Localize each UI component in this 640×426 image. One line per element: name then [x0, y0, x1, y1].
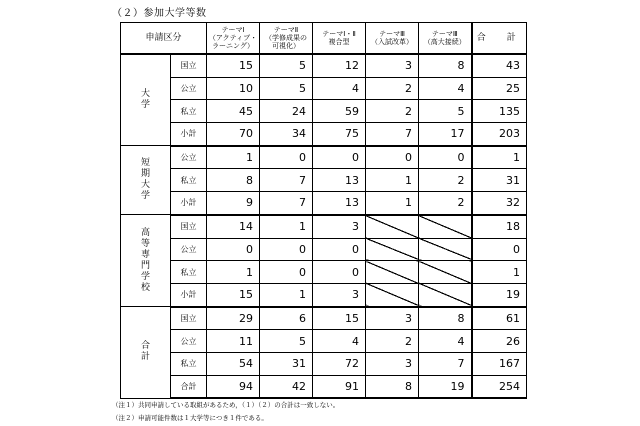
value-cell: 1: [366, 192, 419, 215]
value-cell: 0: [260, 146, 313, 169]
header-total: 合 計: [472, 23, 527, 55]
table-row: [121, 261, 527, 284]
value-cell: 13: [313, 169, 366, 192]
section-heading: （２）参加大学等数: [112, 8, 207, 19]
table-row: [121, 238, 527, 261]
value-cell: 1: [207, 146, 260, 169]
value-cell: 29: [207, 307, 260, 330]
value-cell: 0: [207, 238, 260, 261]
value-cell: 0: [260, 238, 313, 261]
row-label: 国立: [171, 215, 207, 238]
row-label: 国立: [171, 54, 207, 77]
value-cell: 59: [313, 100, 366, 123]
row-label: 小計: [171, 123, 207, 146]
value-cell: 15: [207, 283, 260, 306]
header-theme3-articulation: テーマⅢ （高大接続）: [419, 23, 472, 55]
header-division: 申請区分: [121, 23, 207, 55]
row-label: 国立: [171, 307, 207, 330]
row-total-cell: 25: [472, 77, 527, 100]
value-cell: 1: [260, 215, 313, 238]
value-cell: 6: [260, 307, 313, 330]
value-cell: 2: [419, 192, 472, 215]
row-label: 合計: [171, 375, 207, 398]
table-row: [121, 146, 527, 169]
row-label: 公立: [171, 330, 207, 353]
value-cell: 4: [313, 77, 366, 100]
value-cell: 3: [366, 352, 419, 375]
value-cell: 72: [313, 352, 366, 375]
note-2: （注２）申請可能件数は１大学等につき１件である。: [112, 414, 268, 422]
not-applicable-cell: [419, 283, 472, 306]
value-cell: 0: [313, 238, 366, 261]
row-label: 私立: [171, 261, 207, 284]
not-applicable-cell: [366, 215, 419, 238]
row-total-cell: 18: [472, 215, 527, 238]
table-row: [121, 215, 527, 238]
row-total-cell: 26: [472, 330, 527, 353]
value-cell: 4: [313, 330, 366, 353]
value-cell: 2: [419, 169, 472, 192]
row-total-cell: 61: [472, 307, 527, 330]
row-total-cell: 167: [472, 352, 527, 375]
value-cell: 34: [260, 123, 313, 146]
row-total-cell: 32: [472, 192, 527, 215]
value-cell: 42: [260, 375, 313, 398]
value-cell: 4: [419, 330, 472, 353]
participation-table: [120, 22, 527, 399]
value-cell: 12: [313, 54, 366, 77]
note-1: （注１）共同申請している取組があるため，（１）（２）の合計は一致しない。: [112, 401, 340, 409]
not-applicable-cell: [419, 215, 472, 238]
row-label: 小計: [171, 283, 207, 306]
not-applicable-cell: [366, 261, 419, 284]
row-label: 私立: [171, 100, 207, 123]
value-cell: 7: [419, 352, 472, 375]
value-cell: 15: [207, 54, 260, 77]
value-cell: 5: [260, 330, 313, 353]
value-cell: 1: [366, 169, 419, 192]
row-total-cell: 0: [472, 238, 527, 261]
value-cell: 24: [260, 100, 313, 123]
header-theme2: テーマⅡ （学修成果の 可視化）: [260, 23, 313, 55]
value-cell: 7: [260, 169, 313, 192]
value-cell: 7: [260, 192, 313, 215]
value-cell: 8: [419, 307, 472, 330]
table-row: [121, 375, 527, 398]
header-theme12: テーマⅠ・Ⅱ 複合型: [313, 23, 366, 55]
value-cell: 0: [313, 146, 366, 169]
value-cell: 0: [313, 261, 366, 284]
table-row: [121, 330, 527, 353]
value-cell: 17: [419, 123, 472, 146]
table-row: [121, 283, 527, 306]
row-label: 私立: [171, 169, 207, 192]
header-theme3-entrance: テーマⅢ （入試改革）: [366, 23, 419, 55]
value-cell: 0: [419, 146, 472, 169]
value-cell: 2: [366, 330, 419, 353]
value-cell: 54: [207, 352, 260, 375]
row-total-cell: 31: [472, 169, 527, 192]
row-total-cell: 135: [472, 100, 527, 123]
table-row: [121, 307, 527, 330]
row-label: 公立: [171, 146, 207, 169]
not-applicable-cell: [366, 238, 419, 261]
value-cell: 8: [366, 375, 419, 398]
table-row: [121, 77, 527, 100]
value-cell: 2: [366, 77, 419, 100]
not-applicable-cell: [419, 238, 472, 261]
row-total-cell: 1: [472, 146, 527, 169]
not-applicable-cell: [419, 261, 472, 284]
row-total-cell: 254: [472, 375, 527, 398]
value-cell: 45: [207, 100, 260, 123]
value-cell: 1: [207, 261, 260, 284]
value-cell: 3: [313, 215, 366, 238]
value-cell: 2: [366, 100, 419, 123]
table-row: [121, 123, 527, 146]
header-theme1: テーマⅠ （アクティブ・ ラーニング）: [207, 23, 260, 55]
row-label: 公立: [171, 238, 207, 261]
category-label: 短期大学: [121, 146, 171, 215]
category-label: 高等専門学校: [121, 215, 171, 307]
row-total-cell: 19: [472, 283, 527, 306]
row-total-cell: 43: [472, 54, 527, 77]
value-cell: 8: [207, 169, 260, 192]
table-row: [121, 352, 527, 375]
row-label: 小計: [171, 192, 207, 215]
row-label: 公立: [171, 77, 207, 100]
value-cell: 0: [366, 146, 419, 169]
row-total-cell: 1: [472, 261, 527, 284]
category-label: 合計: [121, 307, 171, 399]
value-cell: 14: [207, 215, 260, 238]
row-label: 私立: [171, 352, 207, 375]
value-cell: 91: [313, 375, 366, 398]
value-cell: 7: [366, 123, 419, 146]
value-cell: 1: [260, 283, 313, 306]
value-cell: 9: [207, 192, 260, 215]
value-cell: 8: [419, 54, 472, 77]
not-applicable-cell: [366, 283, 419, 306]
category-label: 大学: [121, 54, 171, 146]
value-cell: 3: [313, 283, 366, 306]
table-row: [121, 192, 527, 215]
value-cell: 31: [260, 352, 313, 375]
value-cell: 75: [313, 123, 366, 146]
table-row: [121, 54, 527, 77]
value-cell: 94: [207, 375, 260, 398]
value-cell: 5: [260, 77, 313, 100]
value-cell: 70: [207, 123, 260, 146]
value-cell: 13: [313, 192, 366, 215]
value-cell: 5: [260, 54, 313, 77]
table-row: [121, 169, 527, 192]
value-cell: 19: [419, 375, 472, 398]
value-cell: 0: [260, 261, 313, 284]
value-cell: 10: [207, 77, 260, 100]
value-cell: 15: [313, 307, 366, 330]
value-cell: 3: [366, 307, 419, 330]
value-cell: 11: [207, 330, 260, 353]
value-cell: 3: [366, 54, 419, 77]
table-row: [121, 100, 527, 123]
row-total-cell: 203: [472, 123, 527, 146]
value-cell: 4: [419, 77, 472, 100]
value-cell: 5: [419, 100, 472, 123]
